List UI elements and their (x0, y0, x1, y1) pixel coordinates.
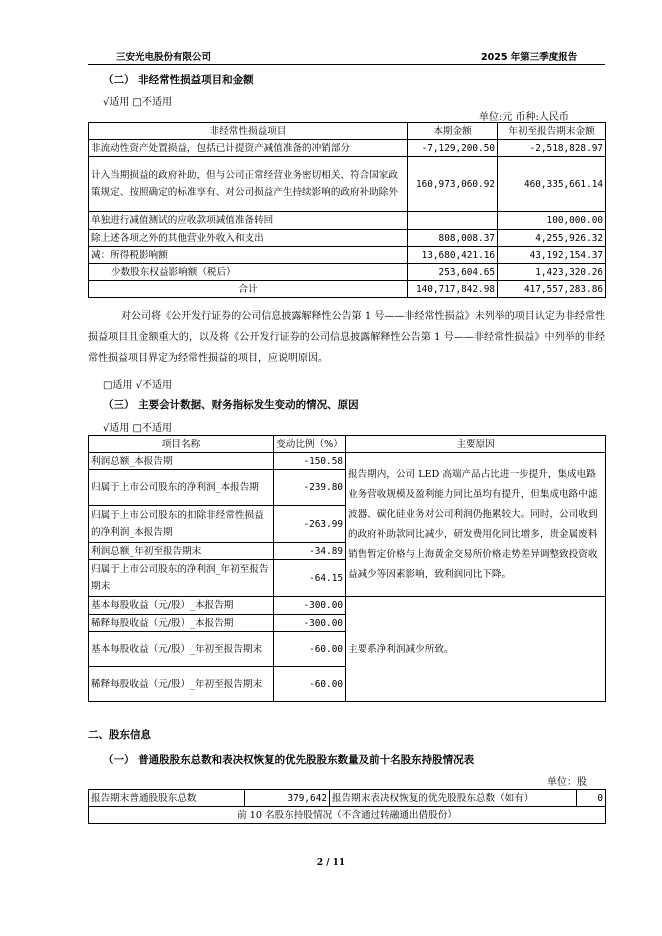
row-ratio: -300.00 (274, 597, 346, 615)
row-item: 归属于上市公司股东的扣除非经常性损益的净利润_本报告期 (89, 506, 274, 543)
row-item: 非流动性资产处置损益，包括已计提资产减值准备的冲销部分 (89, 140, 408, 157)
row-ratio: -150.58 (274, 453, 346, 470)
changes-table (88, 435, 606, 702)
table-row (89, 212, 606, 230)
col-header-ytd: 年初至报告期末金额 (498, 123, 606, 140)
table-row (89, 157, 606, 212)
table-row (89, 264, 606, 281)
note-applicable-option: □适用 √不适用 (103, 380, 172, 391)
col-header-reason: 主要原因 (346, 436, 606, 453)
row-current: 160,973,060.92 (408, 157, 498, 212)
total-shareholders-label: 报告期末普通股股东总数 (89, 790, 245, 807)
row-ytd: 1,423,320.26 (498, 264, 606, 281)
reason-eps: 主要系净利润减少所致。 (346, 597, 606, 702)
shareholders-table (88, 789, 606, 824)
row-ytd: 100,000.00 (498, 212, 606, 230)
row-item: 除上述各项之外的其他营业外收入和支出 (89, 230, 408, 247)
row-current: -7,129,200.50 (408, 140, 498, 157)
preferred-shareholders-label: 报告期末表决权恢复的优先股股东总数（如有） (330, 790, 577, 807)
col-header-current: 本期金额 (408, 123, 498, 140)
row-ratio: -60.00 (274, 667, 346, 702)
row-ratio: -300.00 (274, 615, 346, 632)
table-row-total (89, 281, 606, 298)
row-ratio: -263.99 (274, 506, 346, 543)
subsection-title-shareholders: （一） 普通股股东总数和表决权恢复的优先股股东数量及前十名股东持股情况表 (103, 754, 475, 766)
row-current (408, 212, 498, 230)
row-ytd: 4,255,926.32 (498, 230, 606, 247)
row-item: 基本每股收益（元/股）_年初至报告期末 (89, 632, 274, 667)
page-number: 2 / 11 (316, 858, 346, 868)
row-ratio: -239.80 (274, 470, 346, 506)
reason-profit: 报告期内，公司 LED 高端产品占比进一步提升，集成电路业务营收规模及盈利能力同比虽均有提升，但集成电路中滤波器、碳化硅业务对公司利润仍拖累较大。同时，公司收到的政府补助款同比减少，研发费用化同比增多，贵金属废料销售暂定价格与上海黄金交易所价格走势差异调整致投资收益减少等因素影响，致利润同比下降。 (346, 453, 606, 597)
row-item: 稀释每股收益（元/股）_本报告期 (89, 615, 274, 632)
part-title-shareholders: 二、股东信息 (88, 729, 151, 741)
row-ytd: 417,557,283.86 (498, 281, 606, 298)
total-shareholders-value: 379,642 (245, 790, 330, 807)
row-current: 808,008.37 (408, 230, 498, 247)
col-header-item: 非经常性损益项目 (89, 123, 408, 140)
row-item: 利润总额_本报告期 (89, 453, 274, 470)
row-ytd: 43,192,154.37 (498, 247, 606, 264)
unit-currency-label: 单位:元 币种:人民币 (479, 112, 569, 123)
row-item: 利润总额_年初至报告期末 (89, 543, 274, 560)
row-ratio: -34.89 (274, 543, 346, 560)
row-ratio: -60.00 (274, 632, 346, 667)
row-item: 归属于上市公司股东的净利润_年初至报告期末 (89, 560, 274, 597)
nonrecurring-note: 对公司将《公开发行证券的公司信息披露解释性公告第 1 号——非经常性损益》未列举的项目认定为非经常性损益项目且金额重大的，以及将《公开发行证券的公司信息披露解释性公告第 1 号——非经常性损益》中列举的非经常性损益项目界定为经常性损益的项目，应说明原因。 (88, 311, 605, 364)
table-row (89, 453, 606, 470)
row-item: 减：所得税影响额 (89, 247, 408, 264)
row-item: 单独进行减值测试的应收款项减值准备转回 (89, 212, 408, 230)
changes-applicable-option: √适用 □不适用 (103, 423, 172, 434)
header-company: 三安光电股份有限公司 (116, 52, 212, 63)
col-header-ratio: 变动比例（%） (274, 436, 346, 453)
row-item: 归属于上市公司股东的净利润_本报告期 (89, 470, 274, 506)
row-ytd: 460,335,661.14 (498, 157, 606, 212)
preferred-shareholders-value: 0 (577, 790, 606, 807)
row-item: 少数股东权益影响额（税后） (89, 264, 408, 281)
row-item: 稀释每股收益（元/股）_年初至报告期末 (89, 667, 274, 702)
header-divider (88, 64, 605, 65)
table-row (89, 807, 606, 824)
row-item: 计入当期损益的政府补助，但与公司正常经营业务密切相关、符合国家政策规定、按照确定的标准享有、对公司损益产生持续影响的政府补助除外 (89, 157, 408, 212)
table-row (89, 247, 606, 264)
nonrecurring-table (88, 122, 606, 298)
row-current: 253,604.65 (408, 264, 498, 281)
table-row (89, 230, 606, 247)
row-item: 合计 (89, 281, 408, 298)
unit-shares-label: 单位：股 (547, 777, 587, 788)
row-ratio: -64.15 (274, 560, 346, 597)
applicable-option: √适用 □不适用 (103, 97, 172, 108)
top10-shareholders-header: 前 10 名股东持股情况（不含通过转融通出借股份） (89, 807, 606, 824)
header-report-title: 2025 年第三季度报告 (481, 52, 578, 63)
row-ytd: -2,518,828.97 (498, 140, 606, 157)
section-title-nonrecurring: （二） 非经常性损益项目和金额 (103, 74, 254, 86)
table-row (89, 140, 606, 157)
col-header-item: 项目名称 (89, 436, 274, 453)
table-row (89, 597, 606, 615)
row-item: 基本每股收益（元/股）_本报告期 (89, 597, 274, 615)
row-current: 13,680,421.16 (408, 247, 498, 264)
table-row (89, 790, 606, 807)
section-title-changes: （三） 主要会计数据、财务指标发生变动的情况、原因 (103, 399, 359, 411)
row-current: 140,717,842.98 (408, 281, 498, 298)
